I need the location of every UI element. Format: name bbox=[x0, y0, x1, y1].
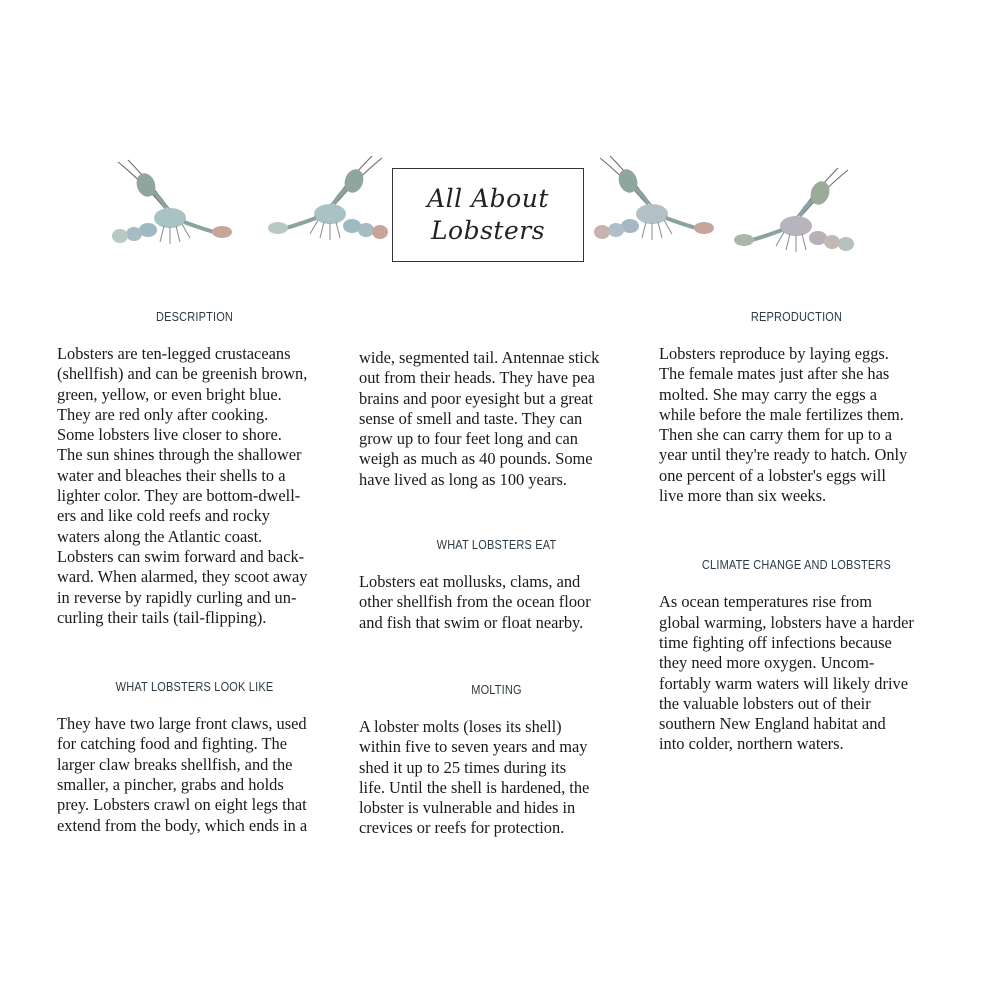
column-2 bbox=[359, 348, 634, 839]
section-heading-reproduction: REPRODUCTION bbox=[750, 310, 843, 324]
section-text-reproduction: Lobsters reproduce by laying eggs. The female mates just after she has molted. She may carry the eggs a while before the male fertilizes them. Then she can carry them for up to a year until they're ready to hatch. Only one percent of a lobster's eggs will live more than six weeks. bbox=[659, 344, 908, 506]
lobster-icon bbox=[590, 148, 720, 258]
section-text-climate: As ocean temperatures rise from global warming, lobsters have a harder time fighting off infections because they need more oxygen. Uncom- fortably warm waters will likely drive the valuable lobsters out of their southern New England habitat and into colder, northern waters. bbox=[659, 592, 914, 754]
section-text-molting: A lobster molts (loses its shell) within five to seven years and may shed it up to 25 times during its life. Until the shell is hardened, the lobster is vulnerable and hides in crevices or reefs for protection. bbox=[359, 716, 590, 838]
section-heading-molting: MOLTING bbox=[471, 682, 522, 697]
column-1 bbox=[57, 310, 332, 836]
section-text-description: Lobsters are ten-legged crustaceans (shellfish) and can be greenish brown, green, yellow, or even bright blue. They are red only after cooking. Some lobsters live closer to shore. The sun shines through the shallower water and bleaches their shells to a lighter color. They are bottom-dwell- ers and like cold reefs and rocky waters along the Atlantic coast. Lobsters can swim forward and back- ward. When alarmed, they scoot away in reverse by rapidly curling and un- curling their tails (tail-flipping). bbox=[57, 344, 308, 627]
lobster-icon bbox=[108, 152, 238, 262]
section-text-look-like: They have two large front claws, used for catching food and fighting. The larger claw breaks shellfish, and the smaller, a pincher, grabs and holds prey. Lobsters crawl on eight legs that extend from the body, which ends in a bbox=[57, 714, 308, 835]
title-box bbox=[392, 168, 584, 262]
section-text-eat: Lobsters eat mollusks, clams, and other shellfish from the ocean floor and fish that swim or float nearby. bbox=[359, 572, 591, 632]
title-line-2: Lobsters bbox=[430, 216, 546, 245]
lobster-icon bbox=[262, 148, 392, 258]
section-heading-climate: CLIMATE CHANGE AND LOBSTERS bbox=[701, 558, 892, 573]
section-text-continued: wide, segmented tail. Antennae stick out from their heads. They have pea brains and poor eyesight but a great sense of smell and taste. They can grow up to four feet long and can weigh as much as 40 pounds. Some have lived as long as 100 years. bbox=[359, 348, 600, 489]
column-3 bbox=[659, 310, 934, 755]
section-heading-description: DESCRIPTION bbox=[155, 310, 234, 324]
section-heading-look-like: WHAT LOBSTERS LOOK LIKE bbox=[115, 680, 274, 695]
lobster-icon bbox=[728, 160, 858, 270]
section-heading-eat: WHAT LOBSTERS EAT bbox=[436, 538, 557, 553]
title-line-1: All About bbox=[427, 184, 549, 213]
